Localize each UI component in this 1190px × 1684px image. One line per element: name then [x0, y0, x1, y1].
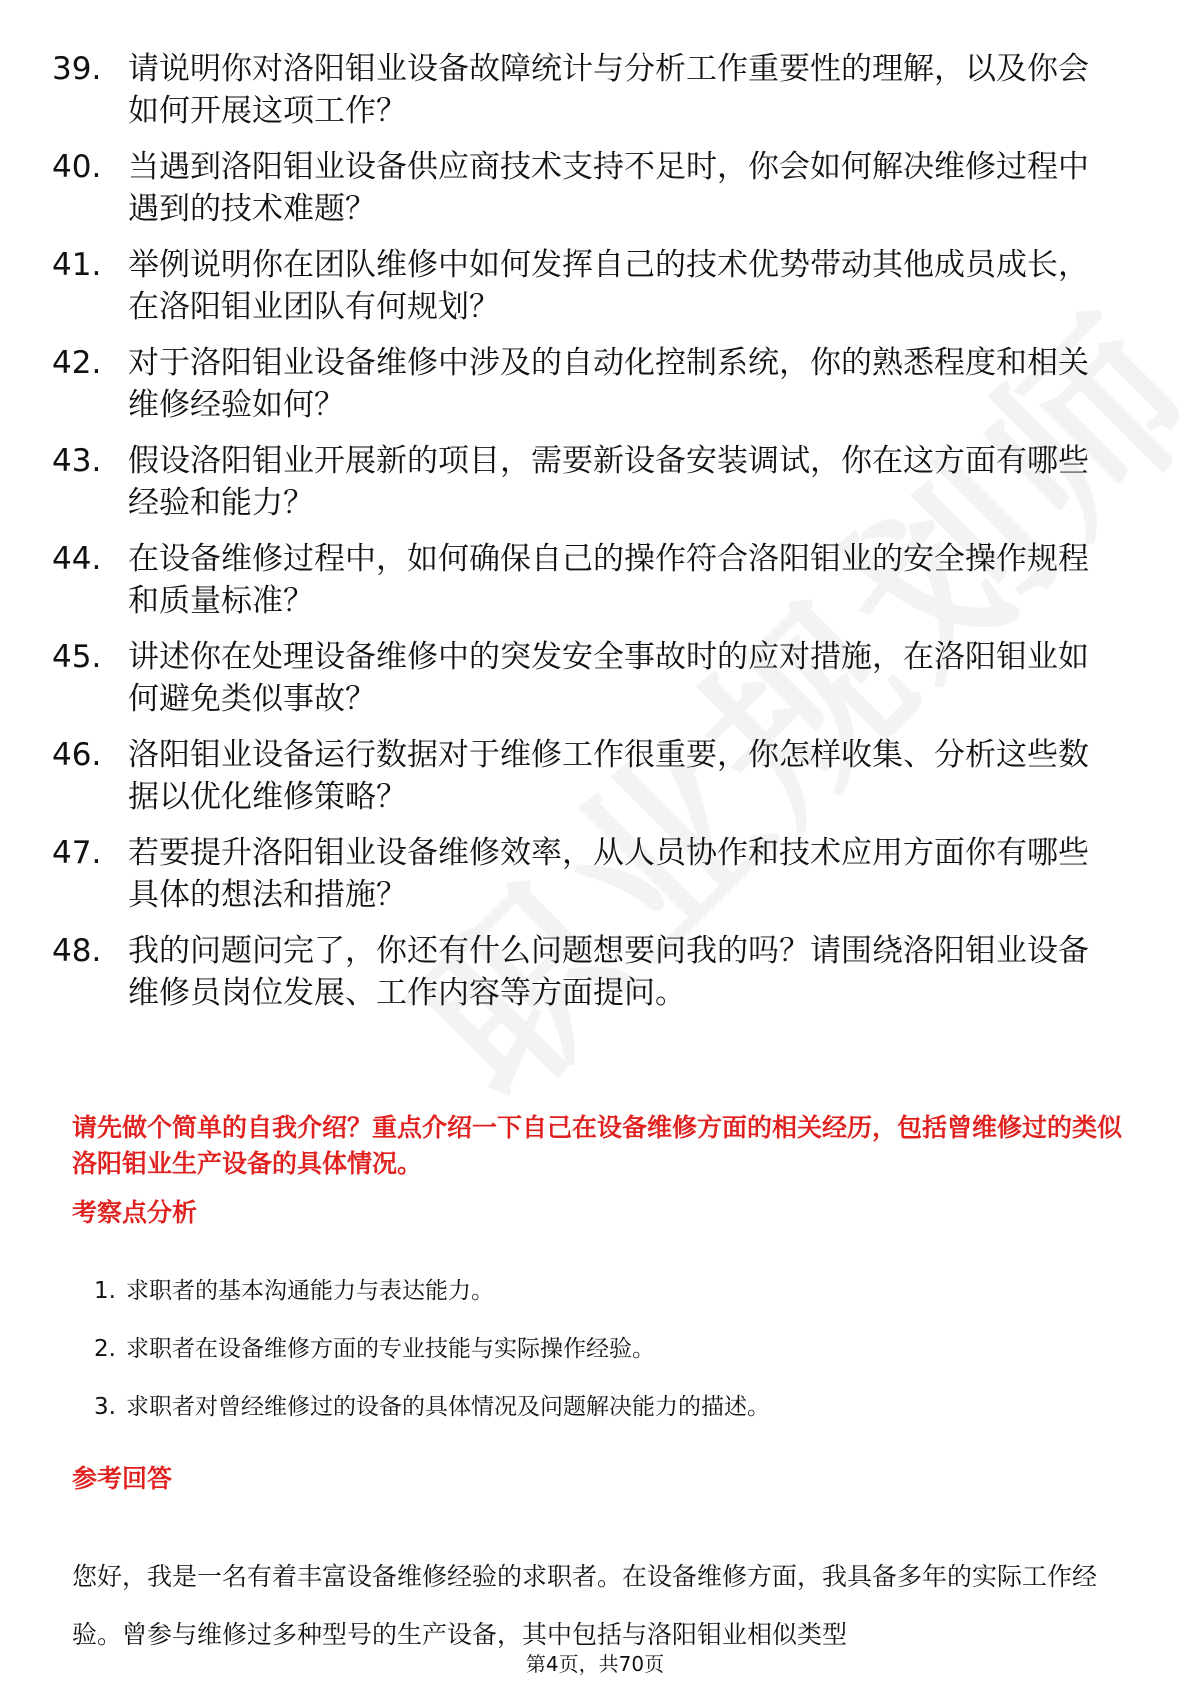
question-item: [52, 146, 1132, 230]
question-number: 45.: [52, 639, 102, 675]
question-number: 48.: [52, 933, 102, 969]
question-item: [52, 440, 1132, 524]
analysis-heading: 考察点分析: [72, 1198, 198, 1227]
analysis-text: 求职者对曾经维修过的设备的具体情况及问题解决能力的描述。: [126, 1394, 770, 1420]
analysis-number: 3.: [94, 1394, 116, 1420]
question-item: [52, 636, 1132, 720]
question-list: [52, 48, 1132, 1028]
analysis-item: [72, 1333, 1112, 1365]
question-item: [52, 734, 1132, 818]
question-text: 对于洛阳钼业设备维修中涉及的自动化控制系统，你的熟悉程度和相关维修经验如何？: [128, 345, 1089, 423]
question-item: [52, 48, 1132, 132]
question-number: 46.: [52, 737, 102, 773]
question-text: 举例说明你在团队维修中如何发挥自己的技术优势带动其他成员成长，在洛阳钼业团队有何规划？: [128, 247, 1089, 325]
question-number: 41.: [52, 247, 102, 283]
question-item: [52, 930, 1132, 1014]
question-item: [52, 342, 1132, 426]
question-item: [52, 244, 1132, 328]
analysis-text: 求职者在设备维修方面的专业技能与实际操作经验。: [126, 1336, 655, 1362]
analysis-number: 2.: [94, 1336, 116, 1362]
analysis-number: 1.: [94, 1278, 116, 1304]
question-number: 40.: [52, 149, 102, 185]
question-text: 请说明你对洛阳钼业设备故障统计与分析工作重要性的理解，以及你会如何开展这项工作？: [128, 51, 1089, 129]
question-text: 假设洛阳钼业开展新的项目，需要新设备安装调试，你在这方面有哪些经验和能力？: [128, 443, 1089, 521]
question-item: [52, 832, 1132, 916]
question-number: 39.: [52, 51, 102, 87]
focus-question: 请先做个简单的自我介绍？重点介绍一下自己在设备维修方面的相关经历，包括曾维修过的类似洛阳钼业生产设备的具体情况。: [72, 1113, 1123, 1178]
analysis-item: [72, 1391, 1112, 1423]
question-number: 44.: [52, 541, 102, 577]
analysis-list: [72, 1275, 1112, 1449]
analysis-text: 求职者的基本沟通能力与表达能力。: [126, 1278, 494, 1304]
question-text: 我的问题问完了，你还有什么问题想要问我的吗？请围绕洛阳钼业设备维修员岗位发展、工作内容等方面提问。: [128, 933, 1089, 1011]
question-text: 讲述你在处理设备维修中的突发安全事故时的应对措施，在洛阳钼业如何避免类似事故？: [128, 639, 1089, 717]
question-text: 当遇到洛阳钼业设备供应商技术支持不足时，你会如何解决维修过程中遇到的技术难题？: [128, 149, 1089, 227]
question-number: 47.: [52, 835, 102, 871]
question-item: [52, 538, 1132, 622]
question-number: 43.: [52, 443, 102, 479]
reference-answer: 您好，我是一名有着丰富设备维修经验的求职者。在设备维修方面，我具备多年的实际工作经验。曾参与维修过多种型号的生产设备，其中包括与洛阳钼业相似类型: [72, 1562, 1098, 1649]
page-footer: 第4页，共70页: [525, 1652, 665, 1676]
question-number: 42.: [52, 345, 102, 381]
question-text: 若要提升洛阳钼业设备维修效率，从人员协作和技术应用方面你有哪些具体的想法和措施？: [128, 835, 1089, 913]
analysis-item: [72, 1275, 1112, 1307]
question-text: 在设备维修过程中，如何确保自己的操作符合洛阳钼业的安全操作规程和质量标准？: [128, 541, 1089, 619]
reference-heading: 参考回答: [72, 1464, 173, 1493]
question-text: 洛阳钼业设备运行数据对于维修工作很重要，你怎样收集、分析这些数据以优化维修策略？: [128, 737, 1089, 815]
